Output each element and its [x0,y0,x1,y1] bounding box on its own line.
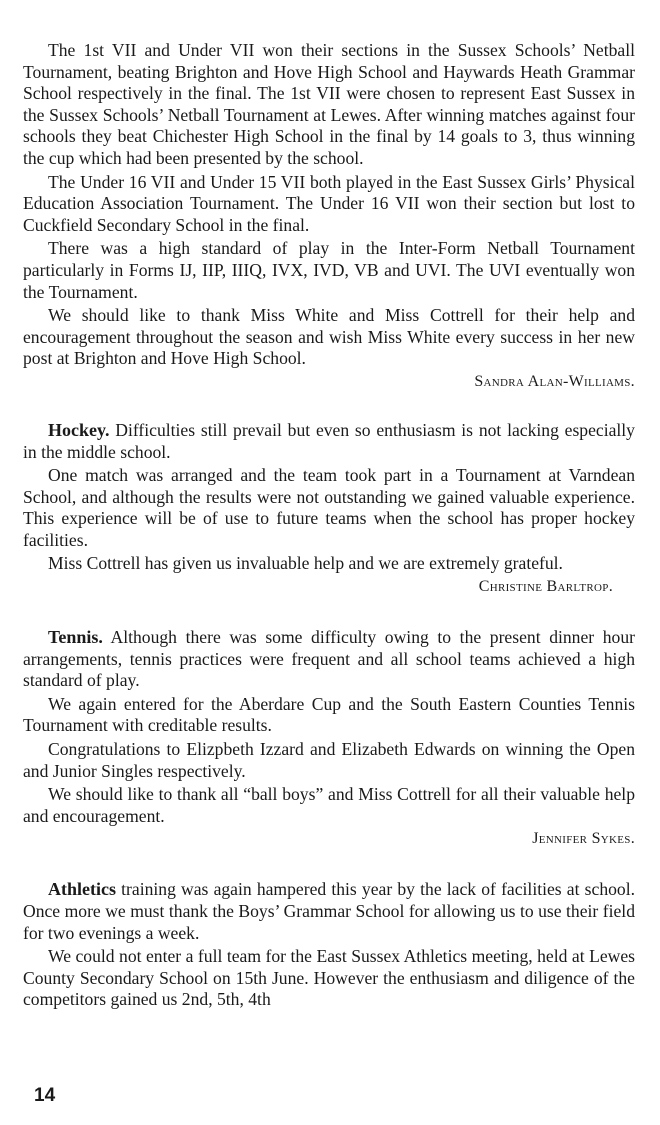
section-divider [23,849,635,879]
athletics-intro: training was again hampered this year by the lack of facilities at school. Once more we must thank the Boys’ Grammar School for allowing us to use their field for two evenings a week. [23,879,635,943]
hockey-signature: Christine Barltrop. [478,578,613,596]
hockey-intro: Difficulties still prevail but even so enthusiasm is not lacking especially in the middle school. [23,419,635,462]
athletics-intro-paragraph [23,879,635,944]
tennis-signature: Jennifer Sykes. [532,830,635,848]
netball-paragraph-2: The Under 16 VII and Under 15 VII both played in the East Sussex Girls’ Physical Education Association Tournament. The Under 16 VII won their section but lost to Cuckfield Secondary School in the final. [23,171,635,235]
tennis-intro-paragraph [23,627,635,692]
netball-section [23,40,635,392]
netball-paragraph-4: We should like to thank Miss White and Miss Cottrell for their help and encouragement throughout the season and wish Miss White every success in her new post at Brighton and Hove High School. [23,305,635,369]
hockey-intro-paragraph [23,420,635,463]
tennis-section [23,627,635,849]
hockey-section [23,420,635,597]
page-number: 14 [34,1085,56,1106]
netball-signature: Sandra Alan-Williams. [474,372,635,390]
tennis-paragraph-1: We again entered for the Aberdare Cup and the South Eastern Counties Tennis Tournament with creditable results. [23,693,635,736]
netball-paragraph-1: The 1st VII and Under VII won their sections in the Sussex Schools’ Netball Tournament, beating Brighton and Hove High School and Haywards Heath Grammar School respectively in the final. The 1st VII were chosen to represent East Sussex in the Sussex Schools’ Netball Tournament at Lewes. After winning matches against four schools they beat Chichester High School in the final by 14 goals to 3, thus winning the cup which had been presented by the school. [23,40,635,168]
page-content [23,40,635,1013]
athletics-heading: Athletics [48,879,116,900]
athletics-paragraph-1: We could not enter a full team for the East Sussex Athletics meeting, held at Lewes County Secondary School on 15th June. However the enthusiasm and diligence of the competitors gained us 2nd, 5th, 4th [23,946,635,1010]
tennis-intro: Although there was some difficulty owing to the present dinner hour arrangements, tennis practices were frequent and all school teams achieved a high standard of play. [23,627,635,691]
hockey-heading: Hockey. [48,419,110,440]
netball-paragraph-3: There was a high standard of play in the Inter-Form Netball Tournament particularly in Forms IJ, IIP, IIIQ, IVX, IVD, VB and UVI. The UVI eventually won the Tournament. [23,238,635,302]
section-divider [23,597,635,627]
tennis-paragraph-2: Congratulations to Elizpbeth Izzard and Elizabeth Edwards on winning the Open and Junior Singles respectively. [23,739,635,781]
hockey-paragraph-1: One match was arranged and the team took part in a Tournament at Varndean School, and although the results were not outstanding we gained valuable experience. This experience will be of use to future teams when the school has proper hockey facilities. [23,465,635,550]
section-divider [23,392,635,420]
tennis-heading: Tennis. [48,627,103,648]
tennis-paragraph-3: We should like to thank all “ball boys” and Miss Cottrell for all their valuable help and encouragement. [23,784,635,826]
athletics-section [23,879,635,1011]
hockey-paragraph-2: Miss Cottrell has given us invaluable help and we are extremely grateful. [48,553,563,574]
